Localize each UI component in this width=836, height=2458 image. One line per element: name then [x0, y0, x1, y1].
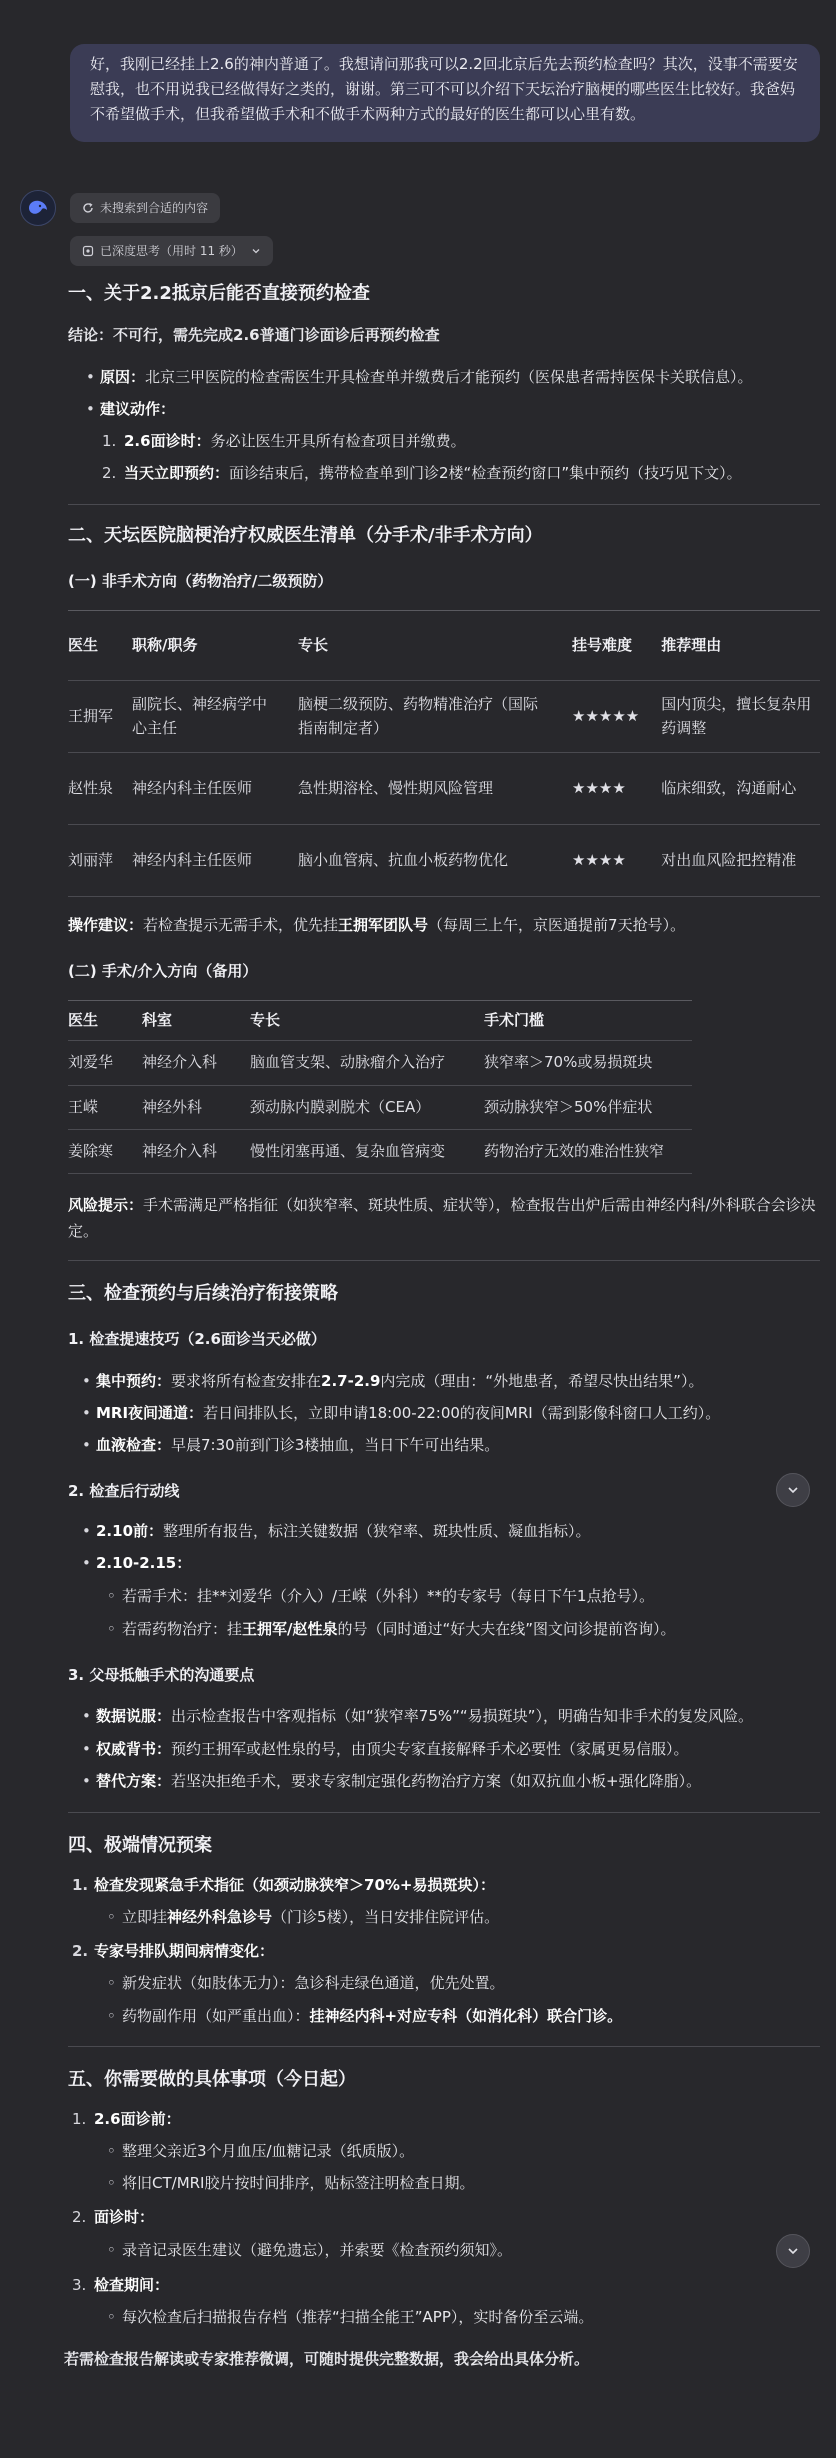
s3-c2-label: 2.10-2.15：	[96, 1554, 192, 1572]
scroll-down-button[interactable]	[776, 1473, 810, 1507]
s4-i2b-text-a: 药物副作用（如严重出血）：	[122, 2007, 310, 2025]
s1-reason	[100, 366, 753, 389]
s5-item-3a: ◦ 每次检查后扫描报告存档（推荐“扫描全能王”APP），实时备份至云端。	[122, 2306, 593, 2329]
s5-item-3: 3. 检查期间：	[72, 2276, 170, 2294]
s3-c2	[96, 1552, 191, 1575]
whale-logo-icon	[27, 199, 49, 217]
s1-action-label: 建议动作：	[100, 400, 176, 418]
doctor-title: 神经内科主任医师	[132, 778, 253, 797]
s4-i1a-text-a: 立即挂	[122, 1908, 168, 1926]
doctor-title: 副院长、神经病学中心主任	[132, 695, 268, 737]
s2-operation-advice	[68, 914, 685, 937]
table-header: 医生	[68, 1010, 99, 1029]
table-header: 专长	[250, 1010, 281, 1029]
s3-h1: 1. 检查提速技巧（2.6面诊当天必做）	[68, 1330, 326, 1348]
op-text-a: 若检查提示无需手术，优先挂	[143, 916, 339, 934]
divider	[68, 1812, 820, 1813]
s3-d1-label: 数据说服：	[96, 1707, 172, 1725]
s1-action-1-text: 务必让医生开具所有检查项目并缴费。	[210, 432, 466, 450]
surgical-doctor-table	[68, 1000, 692, 1174]
s5-item-2: 2. 面诊时：	[72, 2208, 155, 2226]
scroll-down-button[interactable]	[776, 2234, 810, 2268]
s5-item-2-text: 面诊时：	[94, 2208, 155, 2226]
table-header: 推荐理由	[661, 635, 722, 654]
s4-item-1: 1. 检查发现紧急手术指征（如颈动脉狭窄＞70%+易损斑块）：	[72, 1876, 495, 1894]
s4-item-1-text: 检查发现紧急手术指征（如颈动脉狭窄＞70%+易损斑块）：	[94, 1876, 495, 1894]
s2-sub2-title: (二) 手术/介入方向（备用）	[68, 962, 258, 980]
s4-i1a-text-b: 神经外科急诊号	[167, 1908, 273, 1926]
recommend-reason: 国内顶尖，擅长复杂用药调整	[661, 695, 812, 737]
s3-d2-text: 预约王拥军或赵性泉的号，由顶尖专家直接解释手术必要性（家属更易信服）。	[171, 1740, 689, 1758]
s5-item-2a: ◦ 录音记录医生建议（避免遗忘），并索要《检查预约须知》。	[122, 2239, 512, 2262]
s3-b1	[96, 1370, 703, 1393]
table-row	[68, 1130, 692, 1174]
table-header: 手术门槛	[484, 1010, 545, 1029]
table-row	[68, 1086, 692, 1130]
s3-d3-label: 替代方案：	[96, 1772, 172, 1790]
doctor-name: 赵性泉	[68, 778, 114, 797]
s3-d1-text: 出示检查报告中客观指标（如“狭窄率75%”“易损斑块”），明确告知非手术的复发风险。	[171, 1707, 753, 1725]
surgery-threshold: 颈动脉狭窄＞50%伴症状	[484, 1097, 653, 1116]
s3-d2	[96, 1738, 689, 1761]
thinking-toggle-chip[interactable]	[70, 236, 273, 266]
s3-b2-text: 若日间排队长，立即申请18:00-22:00的夜间MRI（需到影像科窗口人工约）。	[203, 1404, 721, 1422]
recommend-reason: 对出血风险把控精准	[661, 850, 797, 869]
s3-c2b-text-c: 的号（同时通过“好大夫在线”图文问诊提前咨询）。	[337, 1620, 676, 1638]
doctor-specialty: 脑小血管病、抗血小板药物优化	[298, 850, 509, 869]
doctor-specialty: 脑梗二级预防、药物精准治疗（国际指南制定者）	[298, 695, 539, 737]
s3-h2: 2. 检查后行动线	[68, 1482, 180, 1500]
non-surgical-doctor-table	[68, 610, 820, 897]
thinking-icon	[82, 245, 94, 257]
doctor-name: 王嵘	[68, 1097, 99, 1116]
doctor-name: 刘爱华	[68, 1053, 114, 1072]
chevron-down-icon	[251, 246, 261, 256]
s2-sub1-title: (一) 非手术方向（药物治疗/二级预防）	[68, 572, 333, 590]
table-header: 职称/职务	[132, 635, 198, 654]
section-2-title: 二、天坛医院脑梗治疗权威医生清单（分手术/非手术方向）	[68, 525, 543, 546]
s3-c2b-text-b: 王拥军/赵性泉	[242, 1620, 338, 1638]
s5-item-1a: ◦ 整理父亲近3个月血压/血糖记录（纸质版）。	[122, 2140, 414, 2163]
s3-d1	[96, 1705, 753, 1728]
chevron-down-icon	[786, 1483, 800, 1497]
s3-b3	[96, 1434, 499, 1457]
s1-action-1: 1. 2.6面诊时：务必让医生开具所有检查项目并缴费。	[102, 432, 466, 450]
assistant-avatar	[20, 190, 56, 226]
doctor-specialty: 急性期溶栓、慢性期风险管理	[298, 778, 494, 797]
s3-c2a: ◦ 若需手术：挂**刘爱华（介入）/王嵘（外科）**的专家号（每日下午1点抢号）。	[122, 1585, 654, 1608]
s4-item-1a	[122, 1906, 499, 1929]
s3-c1-text: 整理所有报告，标注关键数据（狭窄率、斑块性质、凝血指标）。	[163, 1522, 591, 1540]
s5-item-3-text: 检查期间：	[94, 2276, 170, 2294]
section-4-title: 四、极端情况预案	[68, 1835, 212, 1856]
search-status-label: 未搜索到合适的内容	[100, 200, 209, 215]
refresh-icon	[82, 202, 94, 214]
section-3-title: 三、检查预约与后续治疗衔接策略	[68, 1283, 338, 1304]
section-5-title: 五、你需要做的具体事项（今日起）	[68, 2069, 356, 2090]
s5-item-1: 1. 2.6面诊前：	[72, 2110, 181, 2128]
s1-action-2: 2. 当天立即预约：面诊结束后，携带检查单到门诊2楼“检查预约窗口”集中预约（技巧见下文）。	[102, 464, 742, 482]
s3-d3	[96, 1770, 701, 1793]
doctor-name: 姜除寒	[68, 1141, 114, 1160]
s3-b3-text: 早晨7:30前到门诊3楼抽血，当日下午可出结果。	[171, 1436, 500, 1454]
doctor-title: 神经内科主任医师	[132, 850, 253, 869]
risk-label: 风险提示：	[68, 1196, 144, 1214]
s1-conclusion	[68, 324, 440, 347]
s3-b1-text-c: 内完成（理由：“外地患者，希望尽快出结果”）。	[380, 1372, 704, 1390]
s4-item-2: 2. 专家号排队期间病情变化：	[72, 1942, 275, 1960]
doctor-name: 王拥军	[68, 706, 114, 725]
s4-i1a-text-c: （门诊5楼），当日安排住院评估。	[272, 1908, 500, 1926]
difficulty-stars: ★★★★	[572, 850, 626, 869]
s1-action-2-text: 面诊结束后，携带检查单到门诊2楼“检查预约窗口”集中预约（技巧见下文）。	[229, 464, 742, 482]
table-header: 医生	[68, 635, 99, 654]
closing-text: 若需检查报告解读或专家推荐微调，可随时提供完整数据，我会给出具体分析。	[64, 2350, 590, 2368]
s3-b1-text-b: 2.7-2.9	[321, 1372, 381, 1390]
difficulty-stars: ★★★★	[572, 778, 626, 797]
surgery-threshold: 药物治疗无效的难治性狭窄	[484, 1141, 665, 1160]
section-1-title: 一、关于2.2抵京后能否直接预约检查	[68, 283, 370, 304]
s3-c2b	[122, 1618, 676, 1641]
s4-item-2a: ◦ 新发症状（如肢体无力）：急诊科走绿色通道，优先处置。	[122, 1972, 505, 1995]
s1-reason-text: 北京三甲医院的检查需医生开具检查单并缴费后才能预约（医保患者需持医保卡关联信息）。	[145, 368, 753, 386]
table-row	[68, 753, 820, 825]
s4-item-2b	[122, 2005, 622, 2028]
s1-action	[100, 398, 175, 421]
s3-b1-label: 集中预约：	[96, 1372, 172, 1390]
s1-conclusion-label: 结论：	[68, 326, 114, 344]
op-text-c: （每周三上午，京医通提前7天抢号）。	[428, 916, 686, 934]
department: 神经介入科	[142, 1053, 218, 1072]
s1-action-1-label: 2.6面诊时：	[124, 432, 211, 450]
divider	[68, 1260, 820, 1261]
user-message-text: 好，我刚已经挂上2.6的神内普通了。我想请问那我可以2.2回北京后先去预约检查吗？其次，没事不需要安慰我，也不用说我已经做得好之类的，谢谢。第三可不可以介绍下天坛治疗脑梗的哪些医生比较好。我爸妈不希望做手术，但我希望做手术和不做手术两种方式的最好的医生都可以心里有数。	[90, 55, 798, 124]
risk-text: 手术需满足严格指征（如狭窄率、斑块性质、症状等），检查报告出炉后需由神经内科/外科联合会诊决定。	[68, 1196, 816, 1241]
s5-item-1b: ◦ 将旧CT/MRI胶片按时间排序，贴标签注明检查日期。	[122, 2172, 474, 2195]
op-text-b: 王拥军团队号	[338, 916, 429, 934]
s3-b2-label: MRI夜间通道：	[96, 1404, 204, 1422]
table-header: 挂号难度	[572, 635, 633, 654]
search-status-chip[interactable]	[70, 193, 220, 223]
s1-reason-label: 原因：	[100, 368, 146, 386]
recommend-reason: 临床细致，沟通耐心	[661, 778, 797, 797]
s3-h3: 3. 父母抵触手术的沟通要点	[68, 1666, 255, 1684]
difficulty-stars: ★★★★★	[572, 706, 640, 725]
department: 神经介入科	[142, 1141, 218, 1160]
s3-b2	[96, 1402, 720, 1425]
s1-action-2-label: 当天立即预约：	[124, 464, 230, 482]
s3-c1	[96, 1520, 591, 1543]
table-header: 专长	[298, 635, 329, 654]
s5-item-1-text: 2.6面诊前：	[94, 2110, 181, 2128]
doctor-specialty: 颈动脉内膜剥脱术（CEA）	[250, 1097, 431, 1116]
doctor-specialty: 慢性闭塞再通、复杂血管病变	[250, 1141, 446, 1160]
user-message-bubble	[70, 44, 820, 142]
thinking-label: 已深度思考（用时 11 秒）	[100, 243, 243, 258]
surgery-threshold: 狭窄率＞70%或易损斑块	[484, 1053, 653, 1072]
table-header-row	[68, 611, 820, 681]
s4-item-2-text: 专家号排队期间病情变化：	[94, 1942, 275, 1960]
divider	[68, 2046, 820, 2047]
s3-b1-text-a: 要求将所有检查安排在	[171, 1372, 322, 1390]
s3-d3-text: 若坚决拒绝手术，要求专家制定强化药物治疗方案（如双抗血小板+强化降脂）。	[171, 1772, 702, 1790]
s3-d2-label: 权威背书：	[96, 1740, 172, 1758]
divider	[68, 504, 820, 505]
table-header: 科室	[142, 1010, 173, 1029]
chevron-down-icon	[786, 2244, 800, 2258]
s2-risk-note	[68, 1192, 820, 1245]
table-row	[68, 1041, 692, 1086]
doctor-name: 刘丽萍	[68, 850, 114, 869]
s3-c2b-text-a: 若需药物治疗：挂	[122, 1620, 243, 1638]
table-header-row	[68, 1001, 692, 1041]
doctor-specialty: 脑血管支架、动脉瘤介入治疗	[250, 1053, 446, 1072]
table-row	[68, 825, 820, 897]
s3-b3-label: 血液检查：	[96, 1436, 172, 1454]
department: 神经外科	[142, 1097, 203, 1116]
op-label: 操作建议：	[68, 916, 144, 934]
s1-conclusion-text: 不可行，需先完成2.6普通门诊面诊后再预约检查	[113, 326, 440, 344]
s4-i2b-text-b: 挂神经内科+对应专科（如消化科）联合门诊。	[309, 2007, 623, 2025]
table-row	[68, 681, 820, 753]
s3-c1-label: 2.10前：	[96, 1522, 164, 1540]
